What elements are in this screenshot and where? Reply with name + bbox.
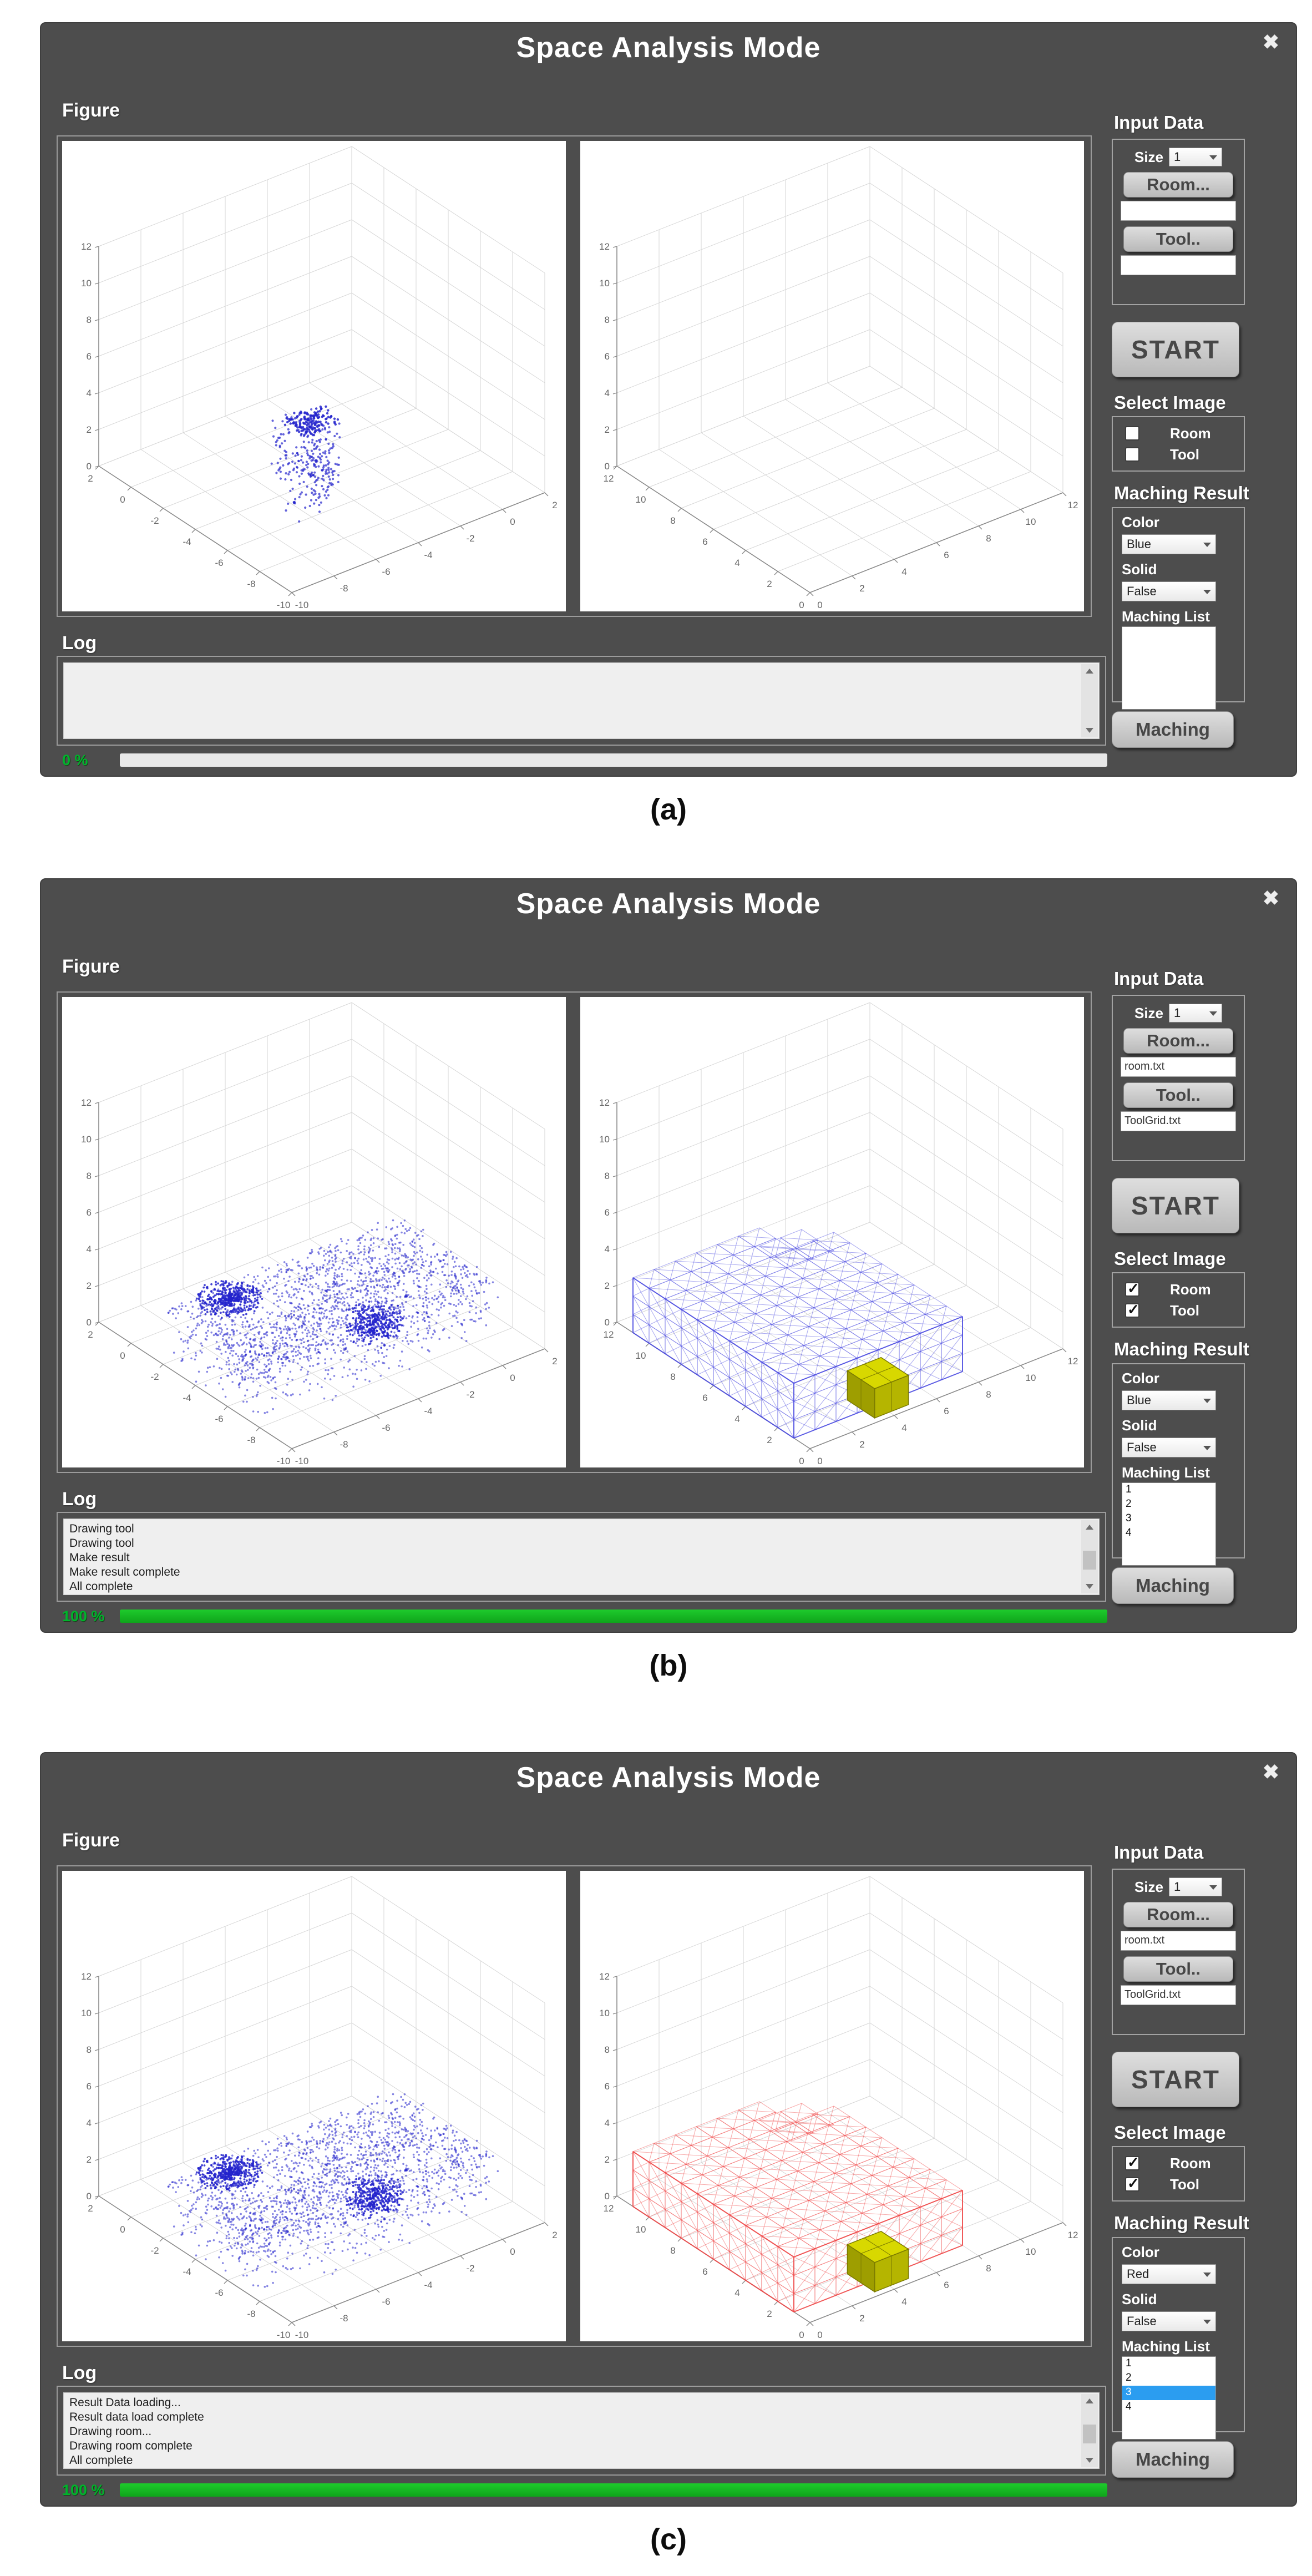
close-icon[interactable]: ✖ [1262,31,1279,53]
log-line: All complete [69,1580,133,1593]
chevron-down-icon [1203,543,1211,547]
title-bar [41,1761,1296,1794]
scroll-thumb[interactable] [1083,2425,1096,2443]
svg-text:0: 0 [799,1456,804,1466]
maching-list[interactable] [1122,626,1216,710]
log-area[interactable] [63,2392,1100,2469]
svg-text:2: 2 [552,2230,558,2240]
tool-button[interactable]: Tool.. [1123,1956,1233,1982]
svg-text:2: 2 [88,1329,93,1340]
solid-select[interactable] [1122,1438,1216,1457]
maching-list-label: Maching List [1122,608,1210,625]
room-checkbox-row[interactable] [1125,423,1244,444]
room-checkbox[interactable] [1125,426,1139,441]
color-select[interactable] [1122,2264,1216,2284]
log-scrollbar[interactable] [1081,1520,1098,1593]
progress-bar-fill [120,2483,1107,2497]
start-button[interactable]: START [1112,1178,1239,1233]
log-line: All complete [69,2454,133,2467]
svg-text:2: 2 [88,473,93,484]
svg-text:2: 2 [86,2154,92,2165]
select-image-group [1112,416,1245,472]
svg-text:-4: -4 [424,1406,433,1416]
scroll-down-icon[interactable] [1086,728,1093,733]
svg-text:0: 0 [120,494,125,505]
tool-file-field[interactable]: ToolGrid.txt [1121,1985,1236,2005]
left-plot-3d [62,1871,566,2341]
tool-checkbox-label: Tool [1170,2175,1199,2193]
color-label: Color [1122,514,1159,530]
svg-text:6: 6 [604,1207,610,1218]
svg-text:6: 6 [86,351,92,362]
room-checkbox-label: Room [1170,1281,1211,1298]
maching-list-label: Maching List [1122,1464,1210,1481]
chevron-down-icon [1203,590,1211,594]
svg-text:0: 0 [799,600,804,610]
solid-select[interactable] [1122,2311,1216,2331]
svg-text:4: 4 [604,388,610,398]
svg-text:2: 2 [86,424,92,435]
title-bar [41,887,1296,920]
tool-checkbox[interactable] [1125,1303,1139,1318]
input-data-heading: Input Data [1114,112,1204,133]
log-area[interactable] [63,1519,1100,1595]
svg-text:2: 2 [767,1435,772,1445]
svg-text:-8: -8 [340,2313,348,2324]
chevron-down-icon [1209,1885,1217,1890]
chevron-down-icon [1203,1446,1211,1450]
window-title: Space Analysis Mode [516,32,821,64]
scroll-down-icon[interactable] [1086,2458,1093,2463]
select-image-group [1112,1272,1245,1328]
svg-text:12: 12 [1067,500,1078,510]
input-data-group [1112,139,1245,305]
svg-text:6: 6 [702,537,708,547]
log-lines [64,663,1099,669]
list-item[interactable]: 3 [1122,2386,1215,2400]
progress-percent-label: 100 % [62,1607,105,1624]
color-select-value: Blue [1127,537,1152,551]
list-item[interactable]: 1 [1126,1484,1132,1495]
svg-text:10: 10 [81,278,92,289]
color-select[interactable] [1122,534,1216,554]
size-label: Size [1134,148,1164,165]
size-select[interactable] [1169,148,1222,166]
svg-text:2: 2 [767,579,772,589]
svg-text:8: 8 [86,2044,92,2055]
svg-text:-10: -10 [295,1456,309,1466]
input-data-group [1112,995,1245,1161]
svg-text:0: 0 [86,1317,92,1328]
maching-result-heading: Maching Result [1114,1339,1249,1359]
tool-checkbox-row[interactable] [1125,1300,1244,1321]
svg-text:2: 2 [859,583,865,594]
select-image-group [1112,2146,1245,2202]
room-file-field[interactable] [1121,201,1236,221]
size-select[interactable] [1169,1877,1222,1896]
app-window [40,22,1297,777]
progress-row [62,752,1107,768]
maching-button[interactable]: Maching [1112,2441,1234,2478]
svg-text:-8: -8 [340,1439,348,1450]
log-line: Drawing tool [69,1537,134,1550]
log-line: Make result complete [69,1566,180,1578]
tool-button[interactable]: Tool.. [1123,226,1233,252]
svg-text:10: 10 [599,278,610,289]
room-file-field[interactable]: room.txt [1121,1057,1236,1077]
color-select-value: Red [1127,2267,1149,2281]
svg-text:8: 8 [670,515,676,526]
chevron-down-icon [1203,1399,1211,1403]
svg-text:-4: -4 [183,2266,191,2277]
room-button[interactable]: Room... [1123,1902,1233,1927]
log-frame [57,1512,1106,1602]
svg-text:-2: -2 [466,2263,475,2274]
svg-text:12: 12 [599,241,610,252]
svg-text:2: 2 [604,1281,610,1291]
tool-checkbox-row[interactable] [1125,2174,1244,2195]
chevron-down-icon [1209,1011,1217,1016]
progress-bar [120,753,1107,767]
tool-checkbox-row[interactable] [1125,444,1244,465]
svg-text:12: 12 [599,1097,610,1108]
maching-button[interactable]: Maching [1112,1567,1234,1604]
size-label: Size [1134,1004,1164,1021]
room-button[interactable]: Room... [1123,1028,1233,1054]
figure-section-label: Figure [62,1830,120,1851]
room-button[interactable]: Room... [1123,172,1233,198]
log-frame [57,2386,1106,2476]
svg-text:8: 8 [986,1389,991,1400]
scroll-up-icon[interactable] [1086,2398,1093,2403]
input-data-heading: Input Data [1114,968,1204,989]
svg-text:-4: -4 [183,1393,191,1403]
solid-select-value: False [1127,2314,1157,2328]
svg-text:-2: -2 [150,1371,159,1382]
size-select-value: 1 [1174,1880,1181,1894]
svg-text:6: 6 [944,550,949,560]
svg-text:8: 8 [986,533,991,544]
size-select-value: 1 [1174,150,1181,164]
panel-caption: (a) [650,793,687,826]
svg-text:4: 4 [86,1244,92,1254]
list-item[interactable]: 4 [1126,2401,1132,2412]
select-image-heading: Select Image [1114,2122,1226,2143]
svg-text:0: 0 [510,2246,515,2257]
progress-row [62,1608,1107,1624]
maching-result-group [1112,2237,1245,2432]
tool-checkbox[interactable] [1125,2177,1139,2192]
log-area[interactable] [63,662,1100,739]
svg-text:12: 12 [81,1097,92,1108]
scroll-up-icon[interactable] [1086,669,1093,674]
scroll-thumb[interactable] [1083,1551,1096,1570]
svg-text:6: 6 [86,1207,92,1218]
size-select[interactable] [1169,1004,1222,1023]
sidebar [1112,112,1298,761]
tool-checkbox[interactable] [1125,447,1139,462]
panel-caption: (c) [650,2523,687,2556]
svg-text:8: 8 [86,315,92,325]
app-window [40,878,1297,1633]
log-scrollbar[interactable] [1081,2394,1098,2467]
svg-text:-6: -6 [215,2287,224,2298]
left-plot-3d [62,997,566,1467]
start-button[interactable]: START [1112,2052,1239,2107]
chevron-down-icon [1209,155,1217,160]
progress-bar-fill [120,1610,1107,1623]
svg-text:4: 4 [734,1414,740,1424]
tool-button[interactable]: Tool.. [1123,1082,1233,1108]
log-line: Drawing tool [69,1522,134,1535]
figure-section-label: Figure [62,100,120,121]
svg-text:-10: -10 [276,1456,291,1466]
svg-text:-10: -10 [276,2330,291,2340]
svg-text:10: 10 [1025,1373,1036,1383]
left-plot-3d [62,141,566,611]
svg-text:-6: -6 [382,1423,391,1433]
solid-select-value: False [1127,584,1157,598]
progress-bar [120,1610,1107,1623]
progress-percent-label: 0 % [62,751,88,768]
sidebar [1112,1842,1298,2491]
log-line: Make result [69,1551,130,1564]
svg-text:12: 12 [81,1971,92,1982]
tool-file-field[interactable] [1121,255,1236,275]
room-file-field[interactable]: room.txt [1121,1931,1236,1951]
size-select-value: 1 [1174,1006,1181,1020]
chevron-down-icon [1203,2320,1211,2324]
room-checkbox[interactable] [1125,1282,1139,1297]
svg-text:10: 10 [635,1350,646,1361]
svg-text:-2: -2 [150,515,159,526]
solid-label: Solid [1122,1417,1157,1434]
svg-text:12: 12 [1067,1356,1078,1367]
tool-file-field[interactable]: ToolGrid.txt [1121,1111,1236,1131]
maching-result-group [1112,1363,1245,1558]
svg-text:8: 8 [670,1371,676,1382]
maching-list-label: Maching List [1122,2338,1210,2355]
maching-list[interactable] [1122,2356,1216,2440]
close-icon[interactable]: ✖ [1262,887,1279,909]
svg-text:-4: -4 [424,550,433,560]
svg-text:-8: -8 [247,2309,256,2319]
svg-text:6: 6 [944,1406,949,1416]
input-data-group [1112,1869,1245,2035]
color-select[interactable] [1122,1390,1216,1410]
list-item[interactable]: 3 [1126,1512,1132,1524]
svg-text:8: 8 [604,1171,610,1181]
svg-text:2: 2 [552,500,558,510]
maching-result-group [1112,507,1245,702]
scroll-down-icon[interactable] [1086,1584,1093,1589]
room-checkbox[interactable] [1125,2156,1139,2170]
right-plot-3d [580,141,1084,611]
sidebar [1112,968,1298,1617]
log-line: Result Data loading... [69,2396,181,2409]
log-lines [64,1519,1099,1597]
svg-text:4: 4 [734,558,740,568]
input-data-heading: Input Data [1114,1842,1204,1863]
list-item[interactable]: 2 [1126,2372,1132,2383]
svg-text:-8: -8 [247,579,256,589]
svg-text:-4: -4 [424,2280,433,2290]
svg-text:-6: -6 [215,558,224,568]
list-item[interactable]: 4 [1126,1527,1132,1538]
svg-text:12: 12 [603,1329,614,1340]
svg-text:-8: -8 [340,583,348,594]
svg-text:2: 2 [86,1281,92,1291]
svg-text:4: 4 [86,388,92,398]
svg-text:0: 0 [604,1317,610,1328]
panel-caption: (b) [649,1649,688,1682]
log-label: Log [62,2362,97,2383]
progress-row [62,2482,1107,2498]
chevron-down-icon [1203,2273,1211,2277]
svg-text:0: 0 [817,1456,823,1466]
progress-bar [120,2483,1107,2497]
svg-text:6: 6 [604,351,610,362]
maching-button[interactable]: Maching [1112,711,1234,748]
color-select-value: Blue [1127,1393,1152,1407]
svg-text:12: 12 [603,473,614,484]
svg-text:-10: -10 [295,2330,309,2340]
svg-text:4: 4 [604,1244,610,1254]
log-scrollbar[interactable] [1081,664,1098,737]
log-line: Drawing room... [69,2425,152,2438]
solid-select[interactable] [1122,581,1216,601]
room-checkbox-label: Room [1170,424,1211,442]
log-line: Drawing room complete [69,2440,193,2452]
app-window [40,1752,1297,2507]
tool-checkbox-label: Tool [1170,1302,1199,1319]
solid-label: Solid [1122,2291,1157,2307]
log-label: Log [62,632,97,654]
svg-text:2: 2 [88,2203,93,2214]
svg-text:0: 0 [86,2191,92,2202]
svg-text:10: 10 [81,1134,92,1145]
log-lines [64,2393,1099,2471]
svg-text:-2: -2 [466,1389,475,1400]
start-button[interactable]: START [1112,322,1239,377]
tool-checkbox-label: Tool [1170,446,1199,463]
svg-text:0: 0 [120,1350,125,1361]
room-checkbox-row[interactable] [1125,1279,1244,1300]
figure-frame [57,135,1092,617]
room-checkbox-row[interactable] [1125,2153,1244,2174]
svg-text:0: 0 [510,1373,515,1383]
svg-text:8: 8 [604,315,610,325]
window-title: Space Analysis Mode [516,888,821,920]
figure-frame [57,1865,1092,2347]
svg-text:-2: -2 [150,2245,159,2256]
svg-text:2: 2 [859,1439,865,1450]
svg-text:-2: -2 [466,533,475,544]
svg-text:-4: -4 [183,537,191,547]
svg-text:4: 4 [901,566,907,577]
close-icon[interactable]: ✖ [1262,1760,1279,1783]
progress-percent-label: 100 % [62,2481,105,2498]
svg-text:10: 10 [635,494,646,505]
svg-text:6: 6 [86,2081,92,2092]
svg-text:-6: -6 [382,566,391,577]
log-line: Result data load complete [69,2411,204,2423]
svg-text:10: 10 [1025,517,1036,527]
window-title: Space Analysis Mode [516,1762,821,1794]
log-frame [57,656,1106,746]
svg-text:-10: -10 [276,600,291,610]
solid-select-value: False [1127,1440,1157,1454]
right-plot-3d [580,997,1084,1467]
svg-text:10: 10 [599,1134,610,1145]
maching-result-heading: Maching Result [1114,2213,1249,2233]
log-label: Log [62,1489,97,1510]
select-image-heading: Select Image [1114,1248,1226,1269]
svg-text:6: 6 [702,1393,708,1403]
right-plot-3d [580,1871,1084,2341]
list-item[interactable]: 1 [1126,2357,1132,2369]
list-item[interactable]: 2 [1126,1498,1132,1510]
svg-text:0: 0 [817,600,823,610]
size-label: Size [1134,1878,1164,1895]
svg-text:0: 0 [86,461,92,472]
svg-text:8: 8 [86,1171,92,1181]
svg-text:10: 10 [81,2008,92,2018]
svg-text:-10: -10 [295,600,309,610]
maching-list[interactable] [1122,1482,1216,1566]
svg-text:-6: -6 [215,1414,224,1424]
svg-text:-6: -6 [382,2296,391,2307]
svg-text:-8: -8 [247,1435,256,1445]
scroll-up-icon[interactable] [1086,1525,1093,1530]
figure-section-label: Figure [62,956,120,977]
svg-text:0: 0 [604,461,610,472]
color-label: Color [1122,2244,1159,2260]
svg-text:0: 0 [510,517,515,527]
room-checkbox-label: Room [1170,2154,1211,2172]
svg-text:0: 0 [120,2224,125,2235]
svg-text:2: 2 [552,1356,558,1367]
svg-text:4: 4 [901,1423,907,1433]
maching-result-heading: Maching Result [1114,483,1249,503]
select-image-heading: Select Image [1114,392,1226,413]
svg-text:2: 2 [604,424,610,435]
svg-text:4: 4 [86,2118,92,2128]
title-bar [41,31,1296,64]
svg-text:12: 12 [81,241,92,252]
figure-frame [57,991,1092,1473]
solid-label: Solid [1122,561,1157,578]
color-label: Color [1122,1370,1159,1386]
